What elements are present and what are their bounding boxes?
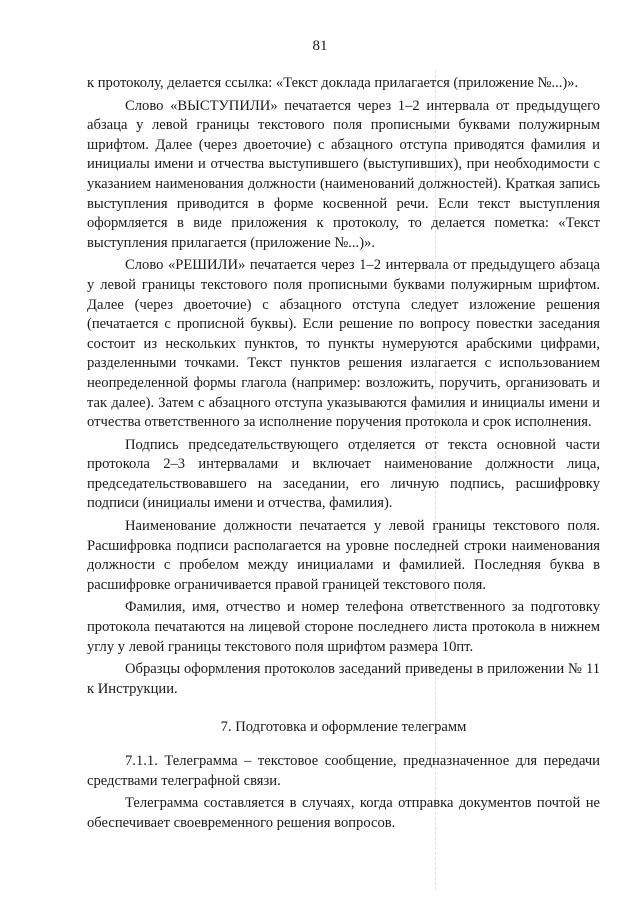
page-number: 81 (312, 38, 328, 54)
paragraph-vystupili: Слово «ВЫСТУПИЛИ» печатается через 1–2 интервала от предыдущего абзаца у левой границы текстового поля прописными буквами полужирным шрифтом. Далее (через двоеточие) с абзацного отступа приводятся фамилия и инициалы имени и отчества выступившего (выступивших), при необходимости с указанием наименования должности (наименований должностей). Краткая запись выступления приводится в форме косвенной речи. Если текст выступления оформляется в виде приложения к протоколу, то делается пометка: «Текст выступления прилагается (приложение №...)». (87, 97, 600, 251)
paragraph-signature: Подпись председательствующего отделяется от текста основной части протокола 2–3 интервалами и включает наименование должности лица, председательствовавшего на заседании, его личную подпись, расшифровку подписи (инициалы имени и отчества, фамилия). (87, 436, 600, 512)
paragraph-position-name: Наименование должности печатается у левой границы текстового поля. Расшифровка подписи располагается на уровне последней строки наименования должности с пробелом между инициалами и фамилией. Последняя буква в расшифровке ограничивается правой границей текстового поля. (87, 518, 600, 593)
paragraph-responsible-person: Фамилия, имя, отчество и номер телефона ответственного за подготовку протокола печатаются на лицевой стороне последнего листа протокола в нижнем углу у левой границы текстового поля шрифтом размера 10пт. (87, 599, 600, 655)
paragraph-telegram-cases: Телеграмма составляется в случаях, когда отправка документов почтой не обеспечивает своевременного решения вопросов. (87, 795, 600, 831)
paragraph-reshili: Слово «РЕШИЛИ» печатается через 1–2 интервала от предыдущего абзаца у левой границы текстового поля прописными буквами полужирным шрифтом. Далее (через двоеточие) с абзацного отступа следует изложение решения (печатается с прописной буквы). Если решение по вопросу повестки заседания состоит из нескольких пунктов, то пункты нумеруются арабскими цифрами, разделенными точками. Текст пунктов решения излагается с использованием неопределенной формы глагола (например: возложить, поручить, организовать и так далее). Затем с абзацного отступа указываются фамилия и инициалы имени и отчества ответственного за исполнение поручения протокола и срок исполнения. (87, 257, 600, 431)
section-heading: 7. Подготовка и оформление телеграмм (220, 719, 467, 736)
paragraph-samples: Образцы оформления протоколов заседаний приведены в приложении № 11 к Инструкции. (87, 661, 600, 697)
paragraph-telegram-definition: 7.1.1. Телеграмма – текстовое сообщение, предназначенное для передачи средствами телеграфной связи. (87, 753, 600, 789)
paragraph-continuation: к протоколу, делается ссылка: «Текст доклада прилагается (приложение №...)». (87, 75, 579, 91)
document-body (87, 74, 600, 836)
